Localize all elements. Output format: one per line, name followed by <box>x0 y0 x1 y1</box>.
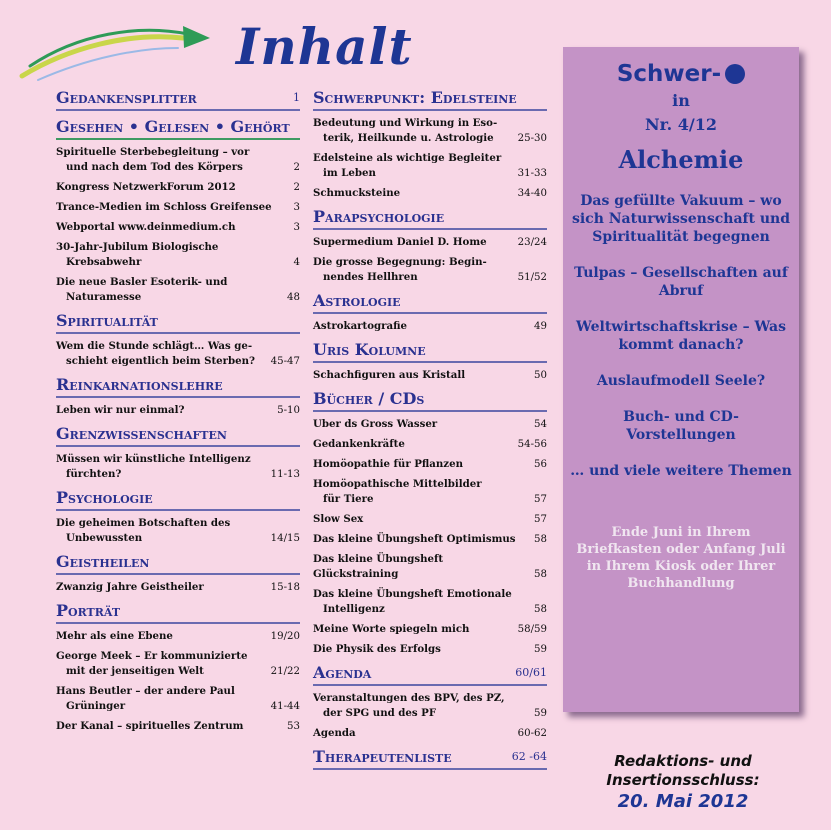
entry-page: 48 <box>287 292 300 303</box>
entry-page: 14/15 <box>270 533 300 544</box>
entry-page: 58/59 <box>517 624 547 635</box>
page-title: Inhalt <box>236 17 413 76</box>
entry-title <box>56 719 281 734</box>
entry-page: 54 <box>534 419 547 430</box>
entry-title-line: Schachfiguren aus Kristall <box>313 369 466 381</box>
entry-title <box>313 512 528 527</box>
entry-title <box>56 275 281 305</box>
toc-section-portraet <box>56 601 300 734</box>
entry-title-line: Mehr als eine Ebene <box>56 630 173 642</box>
entry-title-line: Der Kanal – spirituelles Zentrum <box>56 720 244 732</box>
issue-number: Nr. 4/12 <box>645 115 717 134</box>
entry-title-line-2: Intelligenz <box>323 603 385 615</box>
toc-entry[interactable] <box>313 726 547 741</box>
deadline-line-2: Insertionsschluss: <box>606 771 760 789</box>
topic-item: … und viele weitere Themen <box>570 463 792 479</box>
entry-title <box>313 477 528 507</box>
toc-entry[interactable] <box>313 255 547 285</box>
section-page: 60/61 <box>515 666 547 679</box>
entry-title-line: Gedankenkräfte <box>313 438 405 450</box>
section-heading <box>56 88 300 111</box>
entry-page: 57 <box>534 514 547 525</box>
entry-title <box>56 240 288 270</box>
entry-title <box>313 691 528 721</box>
entry-title-line: Das kleine Übungsheft Glückstraining <box>313 553 444 580</box>
entry-title <box>56 684 265 714</box>
toc-entry[interactable] <box>313 319 547 334</box>
entry-title <box>313 186 512 201</box>
entry-page: 49 <box>534 321 547 332</box>
toc-entry[interactable] <box>313 457 547 472</box>
toc-entry[interactable] <box>56 516 300 546</box>
toc-entry[interactable] <box>313 437 547 452</box>
entry-title <box>313 368 528 383</box>
section-heading <box>313 207 547 230</box>
toc-entry[interactable] <box>313 151 547 181</box>
brand-dot-icon <box>725 64 745 84</box>
section-heading <box>56 117 300 140</box>
toc-section-gesehen <box>56 117 300 305</box>
entry-title <box>313 437 512 452</box>
entry-page: 53 <box>287 721 300 732</box>
entry-page: 57 <box>534 494 547 505</box>
section-heading <box>56 375 300 398</box>
entry-page: 45-47 <box>270 356 300 367</box>
section-heading <box>56 311 300 334</box>
section-heading <box>313 663 547 686</box>
entry-title <box>313 642 528 657</box>
entry-title-line: Meine Worte spiegeln mich <box>313 623 470 635</box>
entry-page: 51/52 <box>517 272 547 283</box>
toc-entry[interactable] <box>56 629 300 644</box>
entry-title <box>56 580 265 595</box>
toc-entry[interactable] <box>56 339 300 369</box>
preview-panel <box>563 47 799 712</box>
entry-page: 58 <box>534 534 547 545</box>
deadline-line-1: Redaktions- und <box>614 752 752 770</box>
entry-title-line: Homöopathie für Pflanzen <box>313 458 463 470</box>
toc-entry[interactable] <box>56 145 300 175</box>
toc-section-gedankensplitter <box>56 88 300 111</box>
entry-page: 25-30 <box>517 133 547 144</box>
entry-title <box>313 417 528 432</box>
entry-page: 2 <box>293 182 300 193</box>
toc-column-left <box>56 88 300 740</box>
section-heading <box>313 340 547 363</box>
entry-title-line-2: schieht eigentlich beim Sterben? <box>66 355 256 367</box>
deadline-date: 20. Mai 2012 <box>617 791 749 812</box>
toc-section-grenzwissenschaften <box>56 424 300 482</box>
entry-title-line: Slow Sex <box>313 513 364 525</box>
section-heading-text: Agenda <box>313 663 372 682</box>
entry-title <box>313 587 528 617</box>
entry-title <box>313 726 512 741</box>
toc-entry[interactable] <box>313 512 547 527</box>
entry-title <box>56 200 288 215</box>
entry-title <box>313 151 512 181</box>
entry-title <box>56 629 265 644</box>
section-heading <box>56 601 300 624</box>
toc-section-therapeuten <box>313 747 547 770</box>
entry-title-line-2: Grüninger <box>66 700 126 712</box>
entry-title-line: Edelsteine als wichtige Begleiter <box>313 152 502 164</box>
entry-title-line: Bedeutung und Wirkung in Eso- <box>313 117 498 129</box>
entry-page: 58 <box>534 604 547 615</box>
toc-entry[interactable] <box>313 477 547 507</box>
toc-entry[interactable] <box>56 649 300 679</box>
deadline-note <box>563 752 803 814</box>
entry-title-line: Die grosse Begegnung: Begin- <box>313 256 487 268</box>
entry-title-line: Das kleine Übungsheft Optimismus <box>313 533 516 545</box>
section-heading-text: Porträt <box>56 601 121 620</box>
toc-entry[interactable] <box>56 580 300 595</box>
section-heading-text: Geistheilen <box>56 552 150 571</box>
entry-page: 19/20 <box>270 631 300 642</box>
section-page: 62 -64 <box>511 750 547 763</box>
section-heading-text: Grenzwissenschaften <box>56 424 227 443</box>
section-heading-text: Spiritualität <box>56 311 158 330</box>
entry-page: 59 <box>534 708 547 719</box>
toc-entry[interactable] <box>313 587 547 617</box>
section-page: 1 <box>293 91 300 104</box>
toc-section-uris <box>313 340 547 383</box>
entry-title-line: Die neue Basler Esoterik- und <box>56 276 228 288</box>
section-heading-text: Parapsychologie <box>313 207 445 226</box>
entry-page: 11-13 <box>270 469 300 480</box>
entry-title-line: Kongress NetzwerkForum 2012 <box>56 181 236 193</box>
entry-title <box>56 452 265 482</box>
entry-page: 59 <box>534 644 547 655</box>
toc-entry[interactable] <box>56 220 300 235</box>
section-heading <box>313 291 547 314</box>
toc-section-schwerpunkt <box>313 88 547 201</box>
entry-title-line: Spirituelle Sterbebegleitung – vor <box>56 146 250 158</box>
entry-page: 58 <box>534 569 547 580</box>
toc-entry[interactable] <box>56 180 300 195</box>
issue-theme: Alchemie <box>618 145 744 174</box>
entry-title-line-2: fürchten? <box>66 468 122 480</box>
entry-title <box>313 457 528 472</box>
entry-title <box>313 532 528 547</box>
entry-page: 56 <box>534 459 547 470</box>
entry-page: 4 <box>293 257 300 268</box>
toc-section-reinkarnation <box>56 375 300 418</box>
entry-title-line: 30-Jahr-Jubilum Biologische <box>56 241 219 253</box>
entry-title <box>56 403 271 418</box>
toc-entry[interactable] <box>313 552 547 582</box>
entry-title-line-2: der SPG und des PF <box>323 707 437 719</box>
section-heading-text: Schwerpunkt: Edelsteine <box>313 88 517 107</box>
entry-title-line: Müssen wir künstliche Intelligenz <box>56 453 251 465</box>
entry-title-line-2: terik, Heilkunde u. Astrologie <box>323 132 494 144</box>
toc-entry[interactable] <box>313 691 547 721</box>
entry-page: 2 <box>293 162 300 173</box>
section-heading-text: Uris Kolumne <box>313 340 426 359</box>
entry-title <box>56 220 288 235</box>
entry-title-line-2: für Tiere <box>323 493 374 505</box>
entry-title-line-2: nendes Hellhren <box>323 271 418 283</box>
entry-page: 3 <box>293 222 300 233</box>
section-heading <box>56 488 300 511</box>
entry-title-line: Das kleine Übungsheft Emotionale <box>313 588 512 600</box>
entry-title-line-2: Krebsabwehr <box>66 256 142 268</box>
entry-title-line: Homöopathische Mittelbilder <box>313 478 482 490</box>
toc-section-buecher <box>313 389 547 657</box>
entry-title-line: Hans Beutler – der andere Paul <box>56 685 235 697</box>
entry-title <box>313 235 512 250</box>
toc-column-right <box>313 88 547 776</box>
entry-title <box>313 552 528 582</box>
topic-item: Buch- und CD-Vorstellungen <box>623 409 739 443</box>
topic-item: Weltwirtschaftskrise – Was kommt danach? <box>576 319 786 353</box>
toc-section-psychologie <box>56 488 300 546</box>
entry-title-line: Supermedium Daniel D. Home <box>313 236 487 248</box>
toc-entry[interactable] <box>313 532 547 547</box>
section-heading <box>313 389 547 412</box>
section-heading-text: Bücher / CDs <box>313 389 425 408</box>
entry-page: 41-44 <box>270 701 300 712</box>
entry-title-line-2: Naturamesse <box>66 291 142 303</box>
toc-entry[interactable] <box>56 719 300 734</box>
section-heading-text: Gedankensplitter <box>56 88 197 107</box>
entry-title-line: Agenda <box>313 727 356 739</box>
entry-title-line: Die geheimen Botschaften des <box>56 517 231 529</box>
toc-section-parapsychologie <box>313 207 547 285</box>
issue-in: in <box>672 91 690 110</box>
entry-title-line: George Meek – Er kommunizierte <box>56 650 248 662</box>
toc-entry[interactable] <box>313 186 547 201</box>
entry-title <box>56 180 288 195</box>
toc-section-astrologie <box>313 291 547 334</box>
entry-title-line: Die Physik des Erfolgs <box>313 643 441 655</box>
toc-entry[interactable] <box>313 116 547 146</box>
entry-title <box>313 319 528 334</box>
entry-title <box>56 649 265 679</box>
toc-entry[interactable] <box>56 200 300 215</box>
entry-title-line: Uber ds Gross Wasser <box>313 418 438 430</box>
entry-title-line: Leben wir nur einmal? <box>56 404 185 416</box>
logo-swoosh <box>18 18 228 88</box>
toc-entry[interactable] <box>56 403 300 418</box>
entry-title-line: Trance-Medien im Schloss Greifensee <box>56 201 272 213</box>
topic-item: Tulpas – Gesellschaften auf Abruf <box>574 265 788 299</box>
brand-logo <box>563 61 799 87</box>
entry-page: 60-62 <box>517 728 547 739</box>
brand-name: Schwer- <box>616 61 722 87</box>
toc-entry[interactable] <box>313 642 547 657</box>
entry-title <box>56 145 288 175</box>
entry-page: 5-10 <box>277 405 300 416</box>
section-heading-text: Gesehen • Gelesen • Gehört <box>56 117 290 136</box>
topic-item: Auslaufmodell Seele? <box>596 373 766 389</box>
entry-title-line: Astrokartografie <box>313 320 408 332</box>
entry-title-line: Veranstaltungen des BPV, des PZ, <box>313 692 505 704</box>
entry-page: 23/24 <box>517 237 547 248</box>
section-heading <box>56 552 300 575</box>
entry-title-line-2: mit der jenseitigen Welt <box>66 665 204 677</box>
entry-page: 50 <box>534 370 547 381</box>
toc-section-geistheilen <box>56 552 300 595</box>
entry-title <box>56 516 265 546</box>
entry-title <box>56 339 265 369</box>
entry-page: 21/22 <box>270 666 300 677</box>
section-heading-text: Astrologie <box>313 291 401 310</box>
toc-entry[interactable] <box>313 417 547 432</box>
toc-entry[interactable] <box>56 452 300 482</box>
toc-entry[interactable] <box>313 622 547 637</box>
toc-entry[interactable] <box>313 235 547 250</box>
entry-page: 34-40 <box>517 188 547 199</box>
entry-page: 15-18 <box>270 582 300 593</box>
entry-title-line-2: im Leben <box>323 167 376 179</box>
availability-note: Ende Juni in Ihrem Briefkasten oder Anfang Juli in Ihrem Kiosk oder Ihrer Buchhandlung <box>576 525 786 591</box>
toc-entry[interactable] <box>56 684 300 714</box>
toc-entry[interactable] <box>313 368 547 383</box>
entry-title-line-2: und nach dem Tod des Körpers <box>66 161 243 173</box>
entry-title-line: Wem die Stunde schlägt… Was ge- <box>56 340 253 352</box>
section-heading <box>56 424 300 447</box>
entry-title <box>313 116 512 146</box>
section-heading-text: Therapeutenliste <box>313 747 452 766</box>
entry-title-line: Zwanzig Jahre Geistheiler <box>56 581 204 593</box>
toc-entry[interactable] <box>56 275 300 305</box>
entry-page: 31-33 <box>517 168 547 179</box>
toc-section-agenda <box>313 663 547 741</box>
toc-section-spiritualitaet <box>56 311 300 369</box>
topic-item: Das gefüllte Vakuum – wo sich Naturwissenschaft und Spiritualität begegnen <box>571 193 791 245</box>
toc-entry[interactable] <box>56 240 300 270</box>
section-heading <box>313 88 547 111</box>
entry-page: 54-56 <box>517 439 547 450</box>
section-heading-text: Psychologie <box>56 488 153 507</box>
entry-title-line-2: Unbewussten <box>66 532 143 544</box>
entry-title-line: Schmucksteine <box>313 187 401 199</box>
entry-title-line: Webportal www.deinmedium.ch <box>56 221 236 233</box>
section-heading <box>313 747 547 770</box>
topic-list <box>563 192 799 480</box>
entry-title <box>313 622 512 637</box>
entry-page: 3 <box>293 202 300 213</box>
entry-title <box>313 255 512 285</box>
section-heading-text: Reinkarnationslehre <box>56 375 223 394</box>
